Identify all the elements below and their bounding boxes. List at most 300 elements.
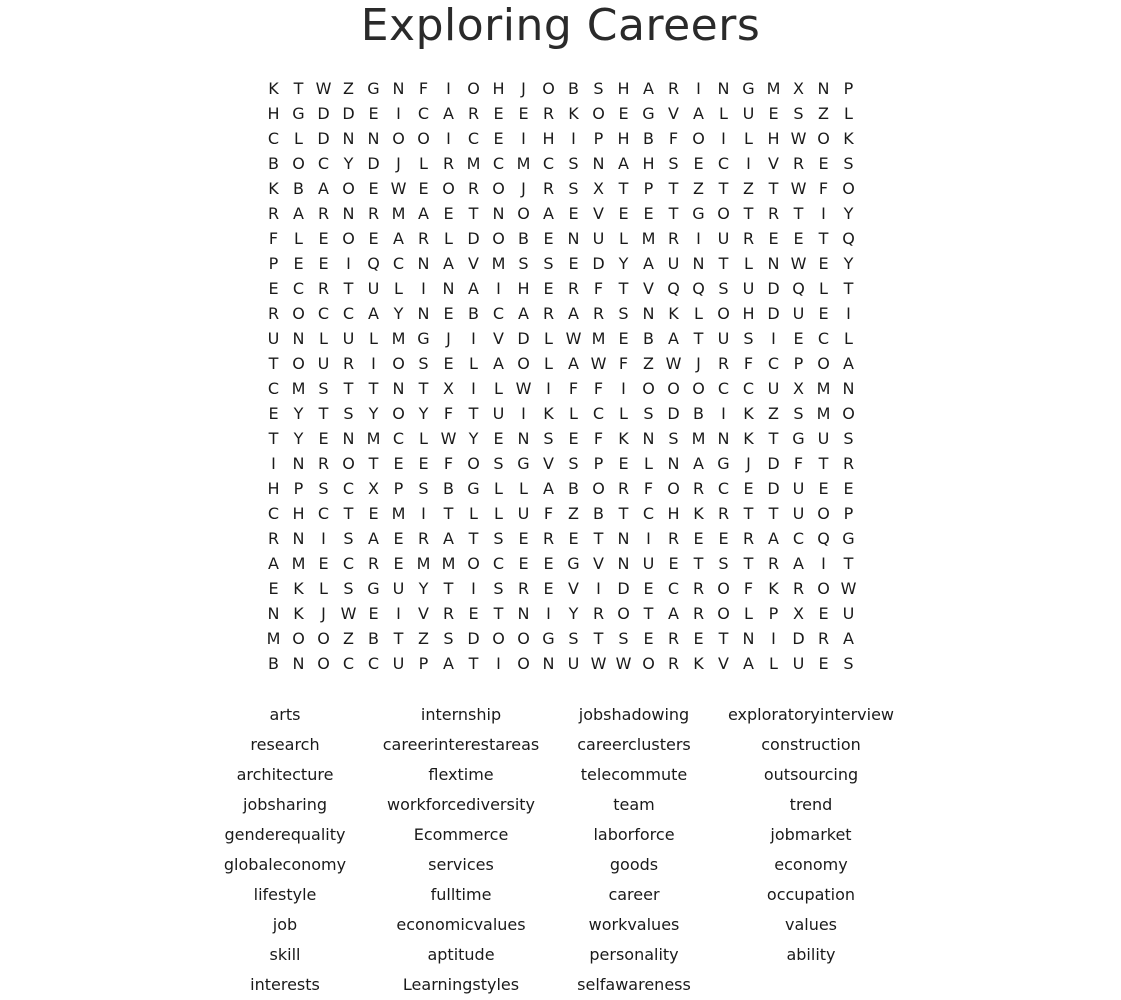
grid-letter: M [366, 429, 381, 448]
grid-letter: K [743, 429, 754, 448]
grid-letter: L [569, 404, 578, 423]
grid-letter: E [418, 179, 429, 198]
grid-letter: I [371, 354, 376, 373]
grid-letter: L [369, 329, 378, 348]
grid-letter: O [517, 629, 530, 648]
grid-letter: R [467, 104, 480, 123]
grid-letter: E [693, 529, 704, 548]
grid-letter: O [817, 504, 830, 523]
grid-letter: Y [293, 404, 304, 423]
grid-letter: I [471, 579, 476, 598]
grid-letter: D [767, 304, 780, 323]
grid-letter: I [821, 204, 826, 223]
word-list-item: laborforce [593, 825, 675, 844]
grid-letter: Y [293, 429, 304, 448]
grid-letter: O [317, 629, 330, 648]
grid-letter: E [818, 254, 829, 273]
grid-letter: L [619, 229, 628, 248]
grid-row [261, 301, 861, 326]
grid-letter: U [517, 504, 530, 523]
grid-letter: M [466, 154, 481, 173]
grid-row [261, 176, 861, 201]
grid-row [261, 126, 861, 151]
grid-letter: T [718, 254, 729, 273]
grid-letter: D [467, 629, 480, 648]
grid-letter: R [792, 579, 805, 598]
grid-letter: B [693, 404, 704, 423]
word-list-item: economy [774, 855, 848, 874]
grid-letter: W [790, 179, 807, 198]
grid-letter: N [617, 529, 630, 548]
grid-letter: C [817, 329, 830, 348]
grid-letter: C [342, 304, 355, 323]
word-list-item: personality [589, 945, 679, 964]
grid-letter: N [717, 429, 730, 448]
grid-letter: A [518, 304, 529, 323]
grid-letter: I [846, 304, 851, 323]
grid-letter: O [392, 129, 405, 148]
grid-letter: E [618, 454, 629, 473]
grid-letter: T [418, 379, 429, 398]
grid-letter: N [392, 79, 405, 98]
grid-letter: G [642, 104, 655, 123]
grid-letter: E [768, 229, 779, 248]
grid-letter: E [693, 154, 704, 173]
grid-letter: A [743, 654, 754, 673]
grid-letter: T [343, 379, 354, 398]
grid-letter: R [417, 529, 430, 548]
grid-letter: L [694, 304, 703, 323]
grid-letter: M [766, 79, 781, 98]
grid-letter: A [668, 329, 679, 348]
grid-letter: M [816, 379, 831, 398]
grid-letter: A [693, 104, 704, 123]
grid-letter: L [294, 229, 303, 248]
grid-letter: O [817, 129, 830, 148]
grid-letter: S [718, 554, 729, 573]
grid-letter: R [317, 204, 330, 223]
grid-letter: N [267, 604, 280, 623]
grid-letter: O [842, 404, 855, 423]
grid-letter: M [641, 229, 656, 248]
grid-letter: E [568, 529, 579, 548]
grid-letter: T [743, 504, 754, 523]
grid-letter: X [593, 179, 604, 198]
grid-letter: O [392, 404, 405, 423]
grid-letter: T [268, 354, 279, 373]
grid-letter: G [517, 454, 530, 473]
grid-letter: O [467, 454, 480, 473]
grid-letter: Y [618, 254, 629, 273]
grid-letter: E [368, 604, 379, 623]
grid-letter: Y [393, 304, 404, 323]
grid-letter: E [368, 504, 379, 523]
grid-letter: R [592, 304, 605, 323]
grid-letter: C [667, 579, 680, 598]
grid-letter: L [819, 279, 828, 298]
word-list-item: flextime [428, 765, 494, 784]
grid-letter: N [542, 654, 555, 673]
grid-letter: S [668, 429, 679, 448]
grid-letter: C [792, 529, 805, 548]
grid-letter: V [493, 329, 504, 348]
grid-letter: R [817, 629, 830, 648]
grid-letter: E [818, 479, 829, 498]
grid-letter: P [768, 604, 779, 623]
grid-letter: E [618, 104, 629, 123]
grid-letter: N [717, 79, 730, 98]
grid-letter: S [343, 529, 354, 548]
grid-letter: F [793, 454, 804, 473]
grid-letter: K [293, 604, 304, 623]
grid-letter: J [321, 604, 326, 623]
grid-letter: S [318, 479, 329, 498]
grid-letter: H [267, 479, 280, 498]
grid-letter: O [642, 379, 655, 398]
grid-letter: E [618, 329, 629, 348]
grid-letter: I [421, 279, 426, 298]
grid-letter: T [318, 404, 329, 423]
grid-letter: F [743, 354, 754, 373]
grid-letter: R [617, 479, 630, 498]
grid-letter: S [318, 379, 329, 398]
grid-letter: M [591, 329, 606, 348]
grid-letter: B [268, 654, 279, 673]
grid-letter: O [417, 129, 430, 148]
grid-letter: R [667, 79, 680, 98]
grid-letter: U [667, 254, 680, 273]
grid-letter: E [443, 204, 454, 223]
grid-letter: S [843, 429, 854, 448]
word-list-item: Ecommerce [413, 825, 509, 844]
grid-letter: C [717, 379, 730, 398]
word-list-item: jobsharing [243, 795, 327, 814]
grid-letter: P [843, 79, 854, 98]
grid-letter: W [665, 354, 682, 373]
grid-letter: E [543, 554, 554, 573]
grid-letter: O [292, 154, 305, 173]
grid-letter: O [492, 629, 505, 648]
grid-letter: F [443, 404, 454, 423]
grid-row [261, 351, 861, 376]
grid-letter: T [443, 504, 454, 523]
grid-letter: R [742, 229, 755, 248]
grid-letter: T [468, 204, 479, 223]
grid-letter: I [721, 404, 726, 423]
grid-letter: E [818, 654, 829, 673]
grid-letter: O [517, 204, 530, 223]
grid-letter: Q [367, 254, 380, 273]
grid-letter: N [492, 204, 505, 223]
grid-letter: E [368, 229, 379, 248]
word-column [701, 700, 921, 970]
grid-letter: P [293, 479, 304, 498]
word-list-item: fulltime [430, 885, 492, 904]
grid-letter: N [817, 79, 830, 98]
grid-letter: M [416, 554, 431, 573]
grid-letter: T [468, 529, 479, 548]
grid-letter: U [367, 279, 380, 298]
grid-letter: A [668, 604, 679, 623]
grid-letter: E [518, 554, 529, 573]
grid-letter: O [292, 629, 305, 648]
grid-letter: L [844, 104, 853, 123]
grid-letter: T [343, 504, 354, 523]
grid-letter: Q [792, 279, 805, 298]
grid-letter: R [542, 529, 555, 548]
grid-letter: M [391, 204, 406, 223]
grid-letter: O [617, 604, 630, 623]
grid-letter: N [342, 129, 355, 148]
grid-letter: P [643, 179, 654, 198]
grid-letter: C [492, 154, 505, 173]
grid-letter: F [818, 179, 829, 198]
word-list-item: telecommute [580, 765, 688, 784]
grid-letter: N [642, 429, 655, 448]
grid-letter: K [743, 404, 754, 423]
grid-letter: E [493, 104, 504, 123]
grid-letter: D [617, 579, 630, 598]
grid-letter: L [494, 479, 503, 498]
grid-row [261, 451, 861, 476]
grid-row [261, 426, 861, 451]
grid-letter: T [343, 279, 354, 298]
word-list-item: workvalues [588, 915, 680, 934]
grid-letter: S [543, 254, 554, 273]
grid-letter: X [368, 479, 379, 498]
word-list-item: goods [609, 855, 659, 874]
grid-letter: O [492, 229, 505, 248]
grid-letter: O [692, 129, 705, 148]
word-list-item: research [250, 735, 320, 754]
grid-letter: M [391, 504, 406, 523]
grid-letter: D [592, 254, 605, 273]
word-list-item: Learningstyles [402, 975, 520, 994]
grid-letter: N [517, 604, 530, 623]
grid-letter: A [543, 204, 554, 223]
grid-letter: C [492, 304, 505, 323]
word-list-item: lifestyle [253, 885, 317, 904]
grid-letter: R [417, 229, 430, 248]
grid-letter: E [368, 104, 379, 123]
grid-letter: E [618, 204, 629, 223]
grid-row [261, 601, 861, 626]
grid-letter: N [417, 254, 430, 273]
grid-letter: R [667, 229, 680, 248]
grid-letter: I [521, 129, 526, 148]
grid-letter: E [568, 254, 579, 273]
grid-letter: M [516, 154, 531, 173]
grid-letter: V [593, 204, 604, 223]
grid-letter: L [744, 604, 753, 623]
grid-letter: K [268, 179, 279, 198]
grid-letter: H [542, 129, 555, 148]
grid-letter: E [643, 204, 654, 223]
grid-letter: R [467, 179, 480, 198]
grid-letter: R [692, 604, 705, 623]
grid-letter: E [693, 629, 704, 648]
grid-letter: P [268, 254, 279, 273]
grid-letter: L [294, 129, 303, 148]
grid-letter: P [793, 354, 804, 373]
grid-letter: U [742, 104, 755, 123]
grid-letter: C [742, 379, 755, 398]
grid-letter: T [743, 554, 754, 573]
grid-letter: N [292, 454, 305, 473]
grid-letter: E [268, 579, 279, 598]
grid-letter: E [318, 254, 329, 273]
grid-letter: E [393, 554, 404, 573]
grid-letter: E [468, 604, 479, 623]
grid-letter: I [321, 529, 326, 548]
grid-letter: U [792, 504, 805, 523]
grid-letter: P [593, 129, 604, 148]
grid-letter: A [843, 354, 854, 373]
word-list-item: skill [269, 945, 301, 964]
grid-letter: T [493, 604, 504, 623]
grid-row [261, 551, 861, 576]
grid-letter: R [267, 529, 280, 548]
word-list-item: globaleconomy [223, 855, 347, 874]
grid-letter: B [568, 79, 579, 98]
word-list-item: outsourcing [763, 765, 859, 784]
grid-letter: A [693, 454, 704, 473]
grid-letter: R [517, 579, 530, 598]
grid-letter: C [342, 554, 355, 573]
grid-letter: R [567, 279, 580, 298]
grid-letter: I [421, 504, 426, 523]
grid-letter: N [292, 529, 305, 548]
grid-letter: C [342, 479, 355, 498]
grid-letter: R [542, 179, 555, 198]
grid-letter: T [618, 279, 629, 298]
grid-letter: I [446, 129, 451, 148]
grid-letter: N [417, 304, 430, 323]
grid-letter: O [592, 104, 605, 123]
grid-letter: A [293, 204, 304, 223]
grid-letter: O [817, 579, 830, 598]
grid-letter: S [493, 454, 504, 473]
grid-letter: L [469, 354, 478, 373]
grid-letter: U [567, 654, 580, 673]
grid-letter: N [842, 379, 855, 398]
word-list-item: interests [250, 975, 320, 994]
grid-letter: G [292, 104, 305, 123]
grid-letter: O [542, 79, 555, 98]
grid-letter: E [543, 579, 554, 598]
grid-letter: R [717, 354, 730, 373]
grid-letter: Z [768, 404, 779, 423]
grid-letter: C [467, 129, 480, 148]
grid-letter: E [543, 279, 554, 298]
grid-letter: U [592, 229, 605, 248]
grid-letter: T [818, 454, 829, 473]
grid-letter: G [717, 454, 730, 473]
grid-letter: I [546, 604, 551, 623]
grid-letter: E [543, 229, 554, 248]
grid-letter: I [621, 379, 626, 398]
grid-letter: C [267, 129, 280, 148]
grid-letter: O [817, 354, 830, 373]
grid-letter: Y [843, 204, 854, 223]
grid-letter: S [343, 579, 354, 598]
word-list-item: genderequality [224, 825, 346, 844]
grid-letter: C [317, 304, 330, 323]
grid-row [261, 326, 861, 351]
grid-letter: T [693, 329, 704, 348]
grid-letter: A [443, 529, 454, 548]
grid-letter: G [417, 329, 430, 348]
grid-letter: E [643, 629, 654, 648]
grid-letter: A [368, 529, 379, 548]
grid-letter: P [418, 654, 429, 673]
grid-letter: T [368, 454, 379, 473]
grid-letter: O [517, 654, 530, 673]
grid-letter: L [444, 229, 453, 248]
grid-letter: T [793, 204, 804, 223]
grid-letter: I [771, 629, 776, 648]
grid-letter: O [392, 354, 405, 373]
grid-letter: S [343, 404, 354, 423]
grid-letter: A [643, 254, 654, 273]
grid-letter: A [618, 154, 629, 173]
grid-letter: T [618, 504, 629, 523]
grid-letter: Z [418, 629, 429, 648]
grid-letter: T [843, 554, 854, 573]
grid-letter: G [367, 579, 380, 598]
grid-letter: M [691, 429, 706, 448]
grid-letter: L [319, 579, 328, 598]
grid-letter: F [593, 429, 604, 448]
grid-letter: I [771, 329, 776, 348]
grid-letter: Q [667, 279, 680, 298]
grid-letter: L [419, 429, 428, 448]
grid-letter: S [568, 154, 579, 173]
grid-letter: L [769, 654, 778, 673]
grid-row [261, 276, 861, 301]
grid-letter: C [342, 654, 355, 673]
grid-letter: E [718, 529, 729, 548]
grid-letter: S [618, 304, 629, 323]
grid-letter: K [693, 654, 704, 673]
grid-letter: N [617, 554, 630, 573]
grid-letter: F [743, 579, 754, 598]
grid-row [261, 376, 861, 401]
grid-letter: S [843, 154, 854, 173]
grid-letter: R [767, 554, 780, 573]
grid-row [261, 651, 861, 676]
grid-letter: F [268, 229, 279, 248]
grid-letter: R [592, 604, 605, 623]
word-list-item: aptitude [427, 945, 495, 964]
grid-letter: G [542, 629, 555, 648]
grid-letter: W [340, 604, 357, 623]
grid-letter: E [318, 429, 329, 448]
grid-letter: W [590, 654, 607, 673]
grid-letter: C [267, 379, 280, 398]
grid-letter: T [643, 604, 654, 623]
word-list-item: jobmarket [770, 825, 852, 844]
grid-letter: Z [743, 179, 754, 198]
grid-letter: T [768, 179, 779, 198]
grid-letter: L [619, 404, 628, 423]
grid-letter: C [767, 354, 780, 373]
grid-letter: U [317, 354, 330, 373]
grid-letter: O [317, 654, 330, 673]
grid-letter: Y [843, 254, 854, 273]
grid-letter: O [842, 179, 855, 198]
grid-letter: R [542, 104, 555, 123]
